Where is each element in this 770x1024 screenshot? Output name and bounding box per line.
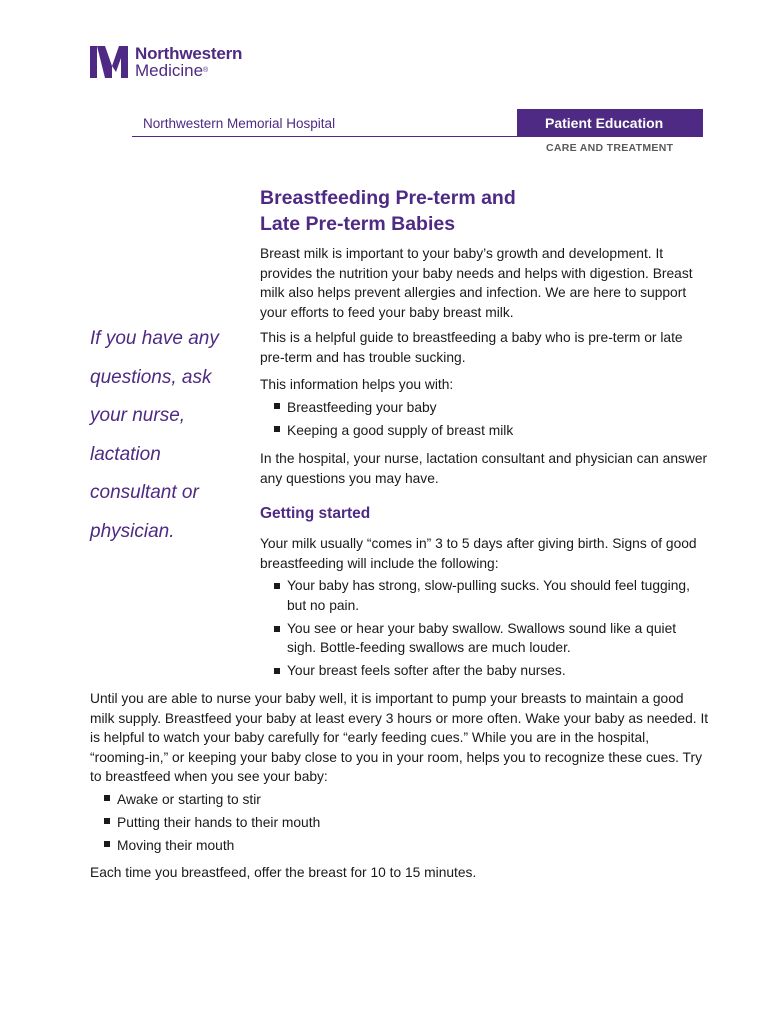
- registered-mark: ®: [203, 67, 209, 74]
- list-item: You see or hear your baby swallow. Swallows sound like a quiet sigh. Bottle-feeding swallows are much louder.: [272, 619, 692, 658]
- list-item: Keeping a good supply of breast milk: [272, 419, 692, 442]
- list-item: Your breast feels softer after the baby nurses.: [272, 661, 692, 681]
- pull-quote: If you have any questions, ask your nurse, lactation consultant or physician.: [90, 328, 219, 542]
- page-title: [260, 185, 690, 237]
- northwestern-medicine-logo: [90, 44, 290, 84]
- brand-name: Northwestern: [135, 44, 243, 63]
- brand-sub: Medicine: [135, 61, 204, 80]
- getting-started-paragraph-2: Until you are able to nurse your baby well, it is important to pump your breasts to maintain a good milk supply. Breastfeed your baby at least every 3 hours or more often. Wake your baby as needed. It is helpful to watch your baby carefully for “early feeding cues.” While you are in the hospital, “rooming-in,” or keeping your baby close to you in your room, helps you to recognize these cues. Try to breastfeed when you see your baby:: [90, 691, 709, 784]
- list-item: Breastfeeding your baby: [272, 396, 692, 419]
- title-line-1: Breastfeeding Pre-term and: [260, 187, 516, 209]
- patient-education-badge: Patient Education: [517, 109, 703, 137]
- getting-started-paragraph-1: Your milk usually “comes in” 3 to 5 days after giving birth. Signs of good breastfeeding will include the following:: [260, 536, 697, 571]
- intro-list: [272, 396, 692, 442]
- intro-paragraph-3: This information helps you with:: [260, 377, 454, 392]
- category-label: CARE AND TREATMENT: [546, 142, 674, 154]
- list-item: Putting their hands to their mouth: [102, 811, 522, 834]
- title-line-2: Late Pre-term Babies: [260, 213, 456, 235]
- intro-paragraph-1: Breast milk is important to your baby’s growth and development. It provides the nutrition your baby needs and helps with digestion. Breast milk also helps prevent allergies and infection. We are here to support your efforts to feed your baby breast milk.: [260, 246, 693, 320]
- list-item: Awake or starting to stir: [102, 788, 522, 811]
- feeding-cues-list: [102, 788, 522, 857]
- list-item: Your baby has strong, slow-pulling sucks. You should feel tugging, but no pain.: [272, 576, 692, 615]
- hospital-name: Northwestern Memorial Hospital: [143, 116, 336, 131]
- section-heading-getting-started: Getting started: [260, 505, 371, 522]
- nm-logo-icon: [90, 44, 128, 78]
- list-item: Moving their mouth: [102, 834, 522, 857]
- intro-paragraph-2: This is a helpful guide to breastfeeding a baby who is pre-term or late pre-term and has trouble sucking.: [260, 330, 683, 365]
- getting-started-paragraph-3: Each time you breastfeed, offer the breast for 10 to 15 minutes.: [90, 865, 477, 880]
- intro-paragraph-4: In the hospital, your nurse, lactation consultant and physician can answer any questions you may have.: [260, 451, 708, 486]
- signs-list: [272, 576, 692, 684]
